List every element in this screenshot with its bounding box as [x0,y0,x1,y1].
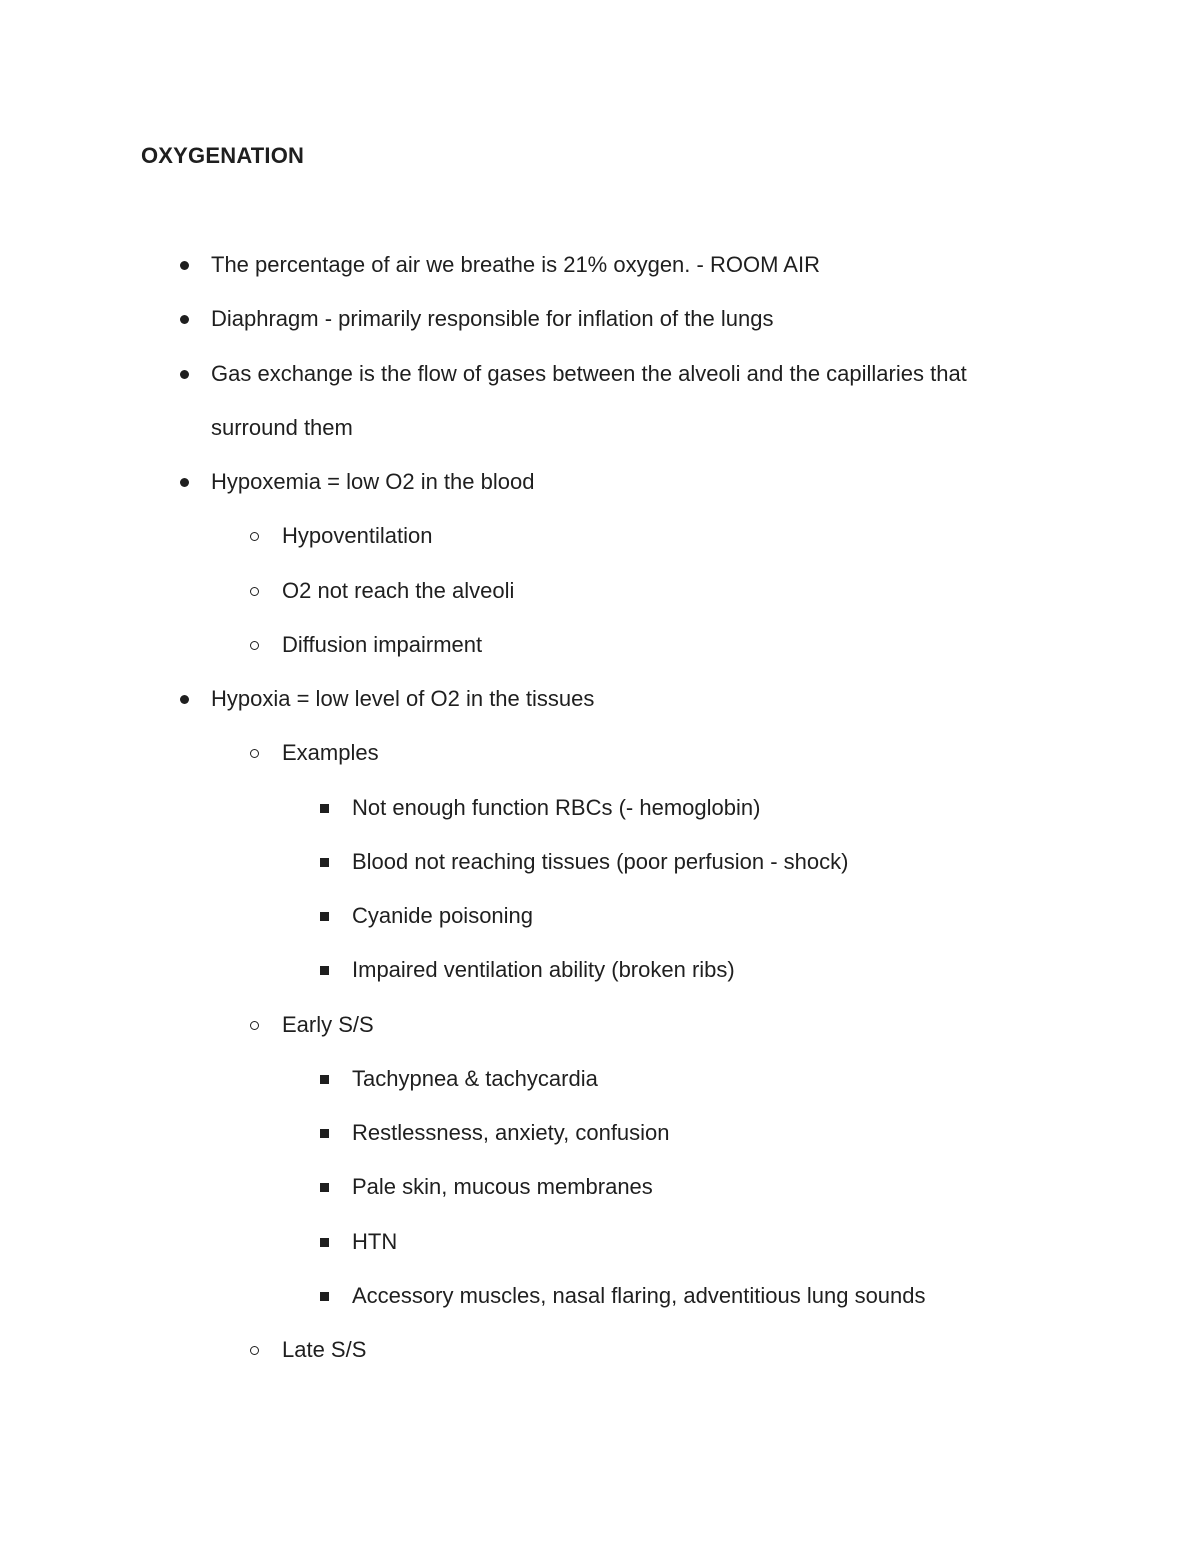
circle-bullet-icon [250,532,259,541]
square-bullet-icon [320,804,329,813]
disc-bullet-icon [180,478,189,487]
list-item-level-3: Blood not reaching tissues (poor perfusion - shock) [352,848,849,874]
list-item-level-2: Diffusion impairment [282,631,483,657]
square-bullet-icon [320,966,329,975]
square-bullet-icon [320,1183,329,1192]
list-item-level-2: Late S/S [282,1337,367,1362]
disc-bullet-icon [180,315,189,324]
list-item-level-1: surround them [211,414,353,440]
list-item-level-1: The percentage of air we breathe is 21% oxygen. - ROOM AIR [211,252,820,277]
list-item-level-3: Pale skin, mucous membranes [352,1174,653,1200]
square-bullet-icon [320,1238,329,1247]
list-item-level-3: Impaired ventilation ability (broken ribs) [352,957,735,983]
list-item-level-3: Cyanide poisoning [352,903,534,928]
list-item-level-3: Restlessness, anxiety, confusion [352,1120,670,1145]
circle-bullet-icon [250,1346,259,1355]
square-bullet-icon [320,1129,329,1138]
list-item-level-3: Accessory muscles, nasal flaring, adventitious lung sounds [352,1282,926,1308]
disc-bullet-icon [180,370,189,379]
circle-bullet-icon [250,641,259,650]
list-item-level-1: Diaphragm - primarily responsible for inflation of the lungs [211,306,774,332]
circle-bullet-icon [250,749,259,758]
list-item-level-1: Hypoxemia = low O2 in the blood [211,469,535,494]
list-item-level-1: Hypoxia = low level of O2 in the tissues [211,686,595,711]
square-bullet-icon [320,1292,329,1301]
disc-bullet-icon [180,261,189,270]
circle-bullet-icon [250,587,259,596]
list-item-level-2: Early S/S [282,1011,374,1037]
list-item-level-3: Tachypnea & tachycardia [352,1065,598,1091]
list-item-level-2: Examples [282,740,379,766]
list-item-level-3: HTN [352,1228,398,1254]
list-item-level-3: Not enough function RBCs (- hemoglobin) [352,794,761,820]
square-bullet-icon [320,1075,329,1084]
list-item-level-1: Gas exchange is the flow of gases between the alveoli and the capillaries that [211,360,967,386]
list-item-level-2: O2 not reach the alveoli [282,577,515,603]
list-item-level-2: Hypoventilation [282,523,433,549]
disc-bullet-icon [180,695,189,704]
square-bullet-icon [320,858,329,867]
circle-bullet-icon [250,1021,259,1030]
document-title: OXYGENATION [141,143,305,168]
square-bullet-icon [320,912,329,921]
